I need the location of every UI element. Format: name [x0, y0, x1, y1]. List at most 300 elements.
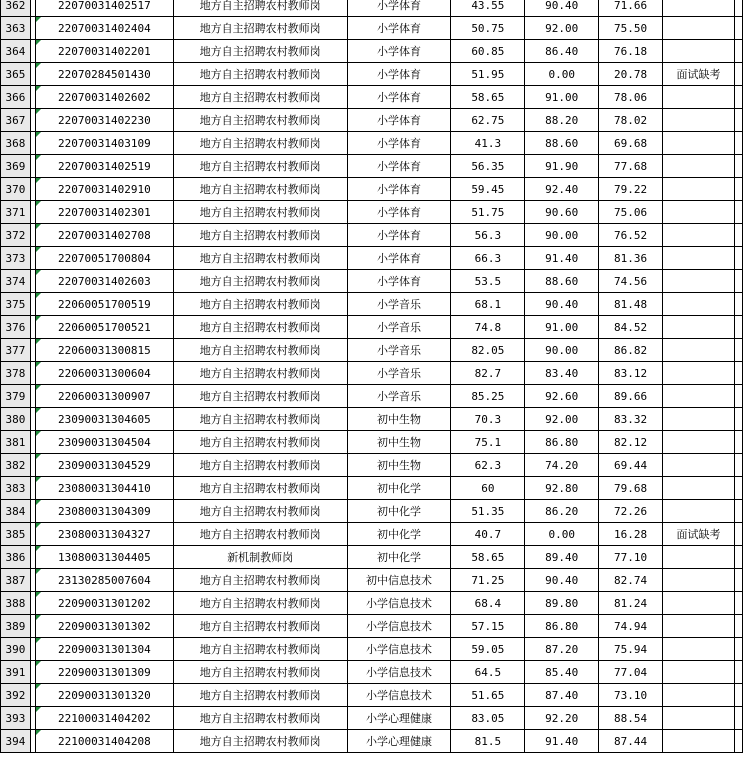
row-number-header[interactable]: 366: [1, 86, 31, 109]
subject-cell[interactable]: 小学信息技术: [347, 615, 451, 638]
written-score-cell[interactable]: 60.85: [451, 40, 525, 63]
candidate-id-cell[interactable]: 22070051700804: [35, 247, 173, 270]
candidate-id-cell[interactable]: 22060051700519: [35, 293, 173, 316]
blank-cell[interactable]: [734, 408, 742, 431]
interview-score-cell[interactable]: 86.20: [525, 500, 599, 523]
remark-cell[interactable]: [663, 638, 735, 661]
written-score-cell[interactable]: 68.4: [451, 592, 525, 615]
remark-cell[interactable]: [663, 454, 735, 477]
position-cell[interactable]: 地方自主招聘农村教师岗: [173, 132, 347, 155]
blank-cell[interactable]: [734, 454, 742, 477]
row-number-header[interactable]: 390: [1, 638, 31, 661]
candidate-id-cell[interactable]: 23090031304605: [35, 408, 173, 431]
row-number-header[interactable]: 391: [1, 661, 31, 684]
interview-score-cell[interactable]: 87.20: [525, 638, 599, 661]
total-score-cell[interactable]: 88.54: [599, 707, 663, 730]
total-score-cell[interactable]: 81.36: [599, 247, 663, 270]
interview-score-cell[interactable]: 88.20: [525, 109, 599, 132]
candidate-id-cell[interactable]: 22090031301320: [35, 684, 173, 707]
blank-cell[interactable]: [734, 684, 742, 707]
total-score-cell[interactable]: 71.66: [599, 0, 663, 17]
remark-cell[interactable]: [663, 661, 735, 684]
remark-cell[interactable]: [663, 86, 735, 109]
blank-cell[interactable]: [734, 730, 742, 753]
row-number-header[interactable]: 374: [1, 270, 31, 293]
candidate-id-cell[interactable]: 22070031402230: [35, 109, 173, 132]
total-score-cell[interactable]: 81.48: [599, 293, 663, 316]
remark-cell[interactable]: [663, 132, 735, 155]
position-cell[interactable]: 地方自主招聘农村教师岗: [173, 63, 347, 86]
blank-cell[interactable]: [734, 17, 742, 40]
blank-cell[interactable]: [734, 385, 742, 408]
subject-cell[interactable]: 小学体育: [347, 155, 451, 178]
position-cell[interactable]: 地方自主招聘农村教师岗: [173, 592, 347, 615]
row-number-header[interactable]: 362: [1, 0, 31, 17]
subject-cell[interactable]: 小学信息技术: [347, 661, 451, 684]
candidate-id-cell[interactable]: 22070031402301: [35, 201, 173, 224]
position-cell[interactable]: 地方自主招聘农村教师岗: [173, 638, 347, 661]
candidate-id-cell[interactable]: 22090031301202: [35, 592, 173, 615]
total-score-cell[interactable]: 79.22: [599, 178, 663, 201]
row-number-header[interactable]: 388: [1, 592, 31, 615]
written-score-cell[interactable]: 83.05: [451, 707, 525, 730]
position-cell[interactable]: 地方自主招聘农村教师岗: [173, 0, 347, 17]
row-number-header[interactable]: 386: [1, 546, 31, 569]
subject-cell[interactable]: 小学信息技术: [347, 684, 451, 707]
written-score-cell[interactable]: 70.3: [451, 408, 525, 431]
written-score-cell[interactable]: 60: [451, 477, 525, 500]
candidate-id-cell[interactable]: 22070031402517: [35, 0, 173, 17]
interview-score-cell[interactable]: 88.60: [525, 270, 599, 293]
candidate-id-cell[interactable]: 23090031304504: [35, 431, 173, 454]
total-score-cell[interactable]: 69.68: [599, 132, 663, 155]
blank-cell[interactable]: [734, 0, 742, 17]
position-cell[interactable]: 新机制教师岗: [173, 546, 347, 569]
position-cell[interactable]: 地方自主招聘农村教师岗: [173, 247, 347, 270]
total-score-cell[interactable]: 83.12: [599, 362, 663, 385]
total-score-cell[interactable]: 86.82: [599, 339, 663, 362]
subject-cell[interactable]: 小学体育: [347, 224, 451, 247]
interview-score-cell[interactable]: 92.20: [525, 707, 599, 730]
interview-score-cell[interactable]: 92.60: [525, 385, 599, 408]
written-score-cell[interactable]: 56.35: [451, 155, 525, 178]
blank-cell[interactable]: [734, 270, 742, 293]
remark-cell[interactable]: [663, 362, 735, 385]
written-score-cell[interactable]: 62.3: [451, 454, 525, 477]
candidate-id-cell[interactable]: 22060051700521: [35, 316, 173, 339]
position-cell[interactable]: 地方自主招聘农村教师岗: [173, 431, 347, 454]
interview-score-cell[interactable]: 85.40: [525, 661, 599, 684]
blank-cell[interactable]: [734, 615, 742, 638]
subject-cell[interactable]: 初中化学: [347, 546, 451, 569]
candidate-id-cell[interactable]: 22100031404202: [35, 707, 173, 730]
total-score-cell[interactable]: 20.78: [599, 63, 663, 86]
total-score-cell[interactable]: 69.44: [599, 454, 663, 477]
interview-score-cell[interactable]: 92.40: [525, 178, 599, 201]
row-number-header[interactable]: 369: [1, 155, 31, 178]
remark-cell[interactable]: [663, 707, 735, 730]
subject-cell[interactable]: 小学体育: [347, 40, 451, 63]
blank-cell[interactable]: [734, 132, 742, 155]
interview-score-cell[interactable]: 92.80: [525, 477, 599, 500]
total-score-cell[interactable]: 74.56: [599, 270, 663, 293]
interview-score-cell[interactable]: 89.40: [525, 546, 599, 569]
written-score-cell[interactable]: 58.65: [451, 546, 525, 569]
row-number-header[interactable]: 387: [1, 569, 31, 592]
remark-cell[interactable]: [663, 408, 735, 431]
row-number-header[interactable]: 364: [1, 40, 31, 63]
blank-cell[interactable]: [734, 362, 742, 385]
blank-cell[interactable]: [734, 86, 742, 109]
interview-score-cell[interactable]: 92.00: [525, 408, 599, 431]
written-score-cell[interactable]: 68.1: [451, 293, 525, 316]
interview-score-cell[interactable]: 0.00: [525, 63, 599, 86]
blank-cell[interactable]: [734, 569, 742, 592]
total-score-cell[interactable]: 89.66: [599, 385, 663, 408]
total-score-cell[interactable]: 76.18: [599, 40, 663, 63]
interview-score-cell[interactable]: 86.40: [525, 40, 599, 63]
position-cell[interactable]: 地方自主招聘农村教师岗: [173, 730, 347, 753]
remark-cell[interactable]: [663, 155, 735, 178]
interview-score-cell[interactable]: 92.00: [525, 17, 599, 40]
blank-cell[interactable]: [734, 178, 742, 201]
subject-cell[interactable]: 初中化学: [347, 477, 451, 500]
remark-cell[interactable]: [663, 730, 735, 753]
total-score-cell[interactable]: 77.68: [599, 155, 663, 178]
total-score-cell[interactable]: 82.74: [599, 569, 663, 592]
subject-cell[interactable]: 小学体育: [347, 0, 451, 17]
row-number-header[interactable]: 389: [1, 615, 31, 638]
row-number-header[interactable]: 367: [1, 109, 31, 132]
remark-cell[interactable]: [663, 431, 735, 454]
blank-cell[interactable]: [734, 40, 742, 63]
interview-score-cell[interactable]: 91.00: [525, 86, 599, 109]
interview-score-cell[interactable]: 74.20: [525, 454, 599, 477]
row-number-header[interactable]: 373: [1, 247, 31, 270]
row-number-header[interactable]: 363: [1, 17, 31, 40]
written-score-cell[interactable]: 59.45: [451, 178, 525, 201]
candidate-id-cell[interactable]: 22090031301302: [35, 615, 173, 638]
row-number-header[interactable]: 384: [1, 500, 31, 523]
blank-cell[interactable]: [734, 546, 742, 569]
candidate-id-cell[interactable]: 22070031402602: [35, 86, 173, 109]
total-score-cell[interactable]: 76.52: [599, 224, 663, 247]
position-cell[interactable]: 地方自主招聘农村教师岗: [173, 408, 347, 431]
blank-cell[interactable]: [734, 63, 742, 86]
remark-cell[interactable]: [663, 17, 735, 40]
candidate-id-cell[interactable]: 22070031402910: [35, 178, 173, 201]
total-score-cell[interactable]: 83.32: [599, 408, 663, 431]
written-score-cell[interactable]: 59.05: [451, 638, 525, 661]
subject-cell[interactable]: 初中化学: [347, 523, 451, 546]
candidate-id-cell[interactable]: 22070031402708: [35, 224, 173, 247]
subject-cell[interactable]: 小学心理健康: [347, 707, 451, 730]
row-number-header[interactable]: 382: [1, 454, 31, 477]
blank-cell[interactable]: [734, 592, 742, 615]
row-number-header[interactable]: 392: [1, 684, 31, 707]
written-score-cell[interactable]: 51.75: [451, 201, 525, 224]
row-number-header[interactable]: 378: [1, 362, 31, 385]
blank-cell[interactable]: [734, 523, 742, 546]
interview-score-cell[interactable]: 90.60: [525, 201, 599, 224]
subject-cell[interactable]: 小学音乐: [347, 362, 451, 385]
table-row: [1, 109, 743, 132]
subject-cell[interactable]: 小学体育: [347, 109, 451, 132]
position-cell[interactable]: 地方自主招聘农村教师岗: [173, 500, 347, 523]
position-cell[interactable]: 地方自主招聘农村教师岗: [173, 477, 347, 500]
table-row: [1, 408, 743, 431]
remark-cell[interactable]: [663, 500, 735, 523]
written-score-cell[interactable]: 74.8: [451, 316, 525, 339]
subject-cell[interactable]: 小学体育: [347, 201, 451, 224]
interview-score-cell[interactable]: 90.40: [525, 0, 599, 17]
total-score-cell[interactable]: 74.94: [599, 615, 663, 638]
total-score-cell[interactable]: 77.04: [599, 661, 663, 684]
written-score-cell[interactable]: 64.5: [451, 661, 525, 684]
remark-cell[interactable]: [663, 339, 735, 362]
total-score-cell[interactable]: 87.44: [599, 730, 663, 753]
position-cell[interactable]: 地方自主招聘农村教师岗: [173, 178, 347, 201]
blank-cell[interactable]: [734, 155, 742, 178]
interview-score-cell[interactable]: 90.40: [525, 293, 599, 316]
total-score-cell[interactable]: 75.06: [599, 201, 663, 224]
remark-cell[interactable]: [663, 615, 735, 638]
position-cell[interactable]: 地方自主招聘农村教师岗: [173, 569, 347, 592]
row-number-header[interactable]: 385: [1, 523, 31, 546]
candidate-id-cell[interactable]: 22070031402201: [35, 40, 173, 63]
written-score-cell[interactable]: 82.05: [451, 339, 525, 362]
subject-cell[interactable]: 初中化学: [347, 500, 451, 523]
total-score-cell[interactable]: 81.24: [599, 592, 663, 615]
interview-score-cell[interactable]: 90.00: [525, 339, 599, 362]
remark-cell[interactable]: [663, 385, 735, 408]
written-score-cell[interactable]: 43.55: [451, 0, 525, 17]
remark-cell[interactable]: [663, 224, 735, 247]
written-score-cell[interactable]: 85.25: [451, 385, 525, 408]
blank-cell[interactable]: [734, 707, 742, 730]
position-cell[interactable]: 地方自主招聘农村教师岗: [173, 40, 347, 63]
written-score-cell[interactable]: 41.3: [451, 132, 525, 155]
subject-cell[interactable]: 小学体育: [347, 17, 451, 40]
row-number-header[interactable]: 376: [1, 316, 31, 339]
subject-cell[interactable]: 小学体育: [347, 86, 451, 109]
written-score-cell[interactable]: 58.65: [451, 86, 525, 109]
interview-score-cell[interactable]: 87.40: [525, 684, 599, 707]
total-score-cell[interactable]: 73.10: [599, 684, 663, 707]
written-score-cell[interactable]: 40.7: [451, 523, 525, 546]
written-score-cell[interactable]: 71.25: [451, 569, 525, 592]
subject-cell[interactable]: 小学信息技术: [347, 592, 451, 615]
subject-cell[interactable]: 小学音乐: [347, 385, 451, 408]
blank-cell[interactable]: [734, 201, 742, 224]
candidate-id-cell[interactable]: 23130285007604: [35, 569, 173, 592]
written-score-cell[interactable]: 82.7: [451, 362, 525, 385]
written-score-cell[interactable]: 62.75: [451, 109, 525, 132]
position-cell[interactable]: 地方自主招聘农村教师岗: [173, 661, 347, 684]
interview-score-cell[interactable]: 89.80: [525, 592, 599, 615]
candidate-id-cell[interactable]: 22060031300907: [35, 385, 173, 408]
remark-cell[interactable]: [663, 40, 735, 63]
row-number-header[interactable]: 371: [1, 201, 31, 224]
position-cell[interactable]: 地方自主招聘农村教师岗: [173, 224, 347, 247]
row-number-header[interactable]: 377: [1, 339, 31, 362]
remark-cell[interactable]: [663, 178, 735, 201]
candidate-id-cell[interactable]: 22070031402404: [35, 17, 173, 40]
subject-cell[interactable]: 小学音乐: [347, 339, 451, 362]
written-score-cell[interactable]: 57.15: [451, 615, 525, 638]
remark-cell[interactable]: [663, 270, 735, 293]
candidate-id-cell[interactable]: 23080031304410: [35, 477, 173, 500]
remark-cell[interactable]: [663, 247, 735, 270]
position-cell[interactable]: 地方自主招聘农村教师岗: [173, 201, 347, 224]
blank-cell[interactable]: [734, 339, 742, 362]
written-score-cell[interactable]: 51.65: [451, 684, 525, 707]
position-cell[interactable]: 地方自主招聘农村教师岗: [173, 316, 347, 339]
written-score-cell[interactable]: 50.75: [451, 17, 525, 40]
interview-score-cell[interactable]: 83.40: [525, 362, 599, 385]
interview-score-cell[interactable]: 90.00: [525, 224, 599, 247]
remark-cell[interactable]: 面试缺考: [663, 63, 735, 86]
remark-cell[interactable]: [663, 569, 735, 592]
row-number-header[interactable]: 380: [1, 408, 31, 431]
subject-cell[interactable]: 小学信息技术: [347, 638, 451, 661]
blank-cell[interactable]: [734, 293, 742, 316]
subject-cell[interactable]: 小学体育: [347, 178, 451, 201]
interview-score-cell[interactable]: 91.40: [525, 247, 599, 270]
blank-cell[interactable]: [734, 109, 742, 132]
candidate-id-cell[interactable]: 22060031300604: [35, 362, 173, 385]
blank-cell[interactable]: [734, 638, 742, 661]
candidate-id-cell[interactable]: 22090031301309: [35, 661, 173, 684]
written-score-cell[interactable]: 51.35: [451, 500, 525, 523]
interview-score-cell[interactable]: 90.40: [525, 569, 599, 592]
row-number-header[interactable]: 393: [1, 707, 31, 730]
total-score-cell[interactable]: 77.10: [599, 546, 663, 569]
candidate-id-cell[interactable]: 13080031304405: [35, 546, 173, 569]
interview-score-cell[interactable]: 86.80: [525, 615, 599, 638]
total-score-cell[interactable]: 79.68: [599, 477, 663, 500]
blank-cell[interactable]: [734, 431, 742, 454]
position-cell[interactable]: 地方自主招聘农村教师岗: [173, 86, 347, 109]
written-score-cell[interactable]: 81.5: [451, 730, 525, 753]
blank-cell[interactable]: [734, 661, 742, 684]
total-score-cell[interactable]: 72.26: [599, 500, 663, 523]
row-number-header[interactable]: 372: [1, 224, 31, 247]
candidate-id-cell[interactable]: 23080031304327: [35, 523, 173, 546]
remark-cell[interactable]: [663, 477, 735, 500]
written-score-cell[interactable]: 53.5: [451, 270, 525, 293]
subject-cell[interactable]: 小学音乐: [347, 316, 451, 339]
position-cell[interactable]: 地方自主招聘农村教师岗: [173, 339, 347, 362]
position-cell[interactable]: 地方自主招聘农村教师岗: [173, 385, 347, 408]
position-cell[interactable]: 地方自主招聘农村教师岗: [173, 109, 347, 132]
blank-cell[interactable]: [734, 247, 742, 270]
position-cell[interactable]: 地方自主招聘农村教师岗: [173, 270, 347, 293]
subject-cell[interactable]: 小学音乐: [347, 293, 451, 316]
candidate-id-cell[interactable]: 22070031402519: [35, 155, 173, 178]
subject-cell[interactable]: 初中生物: [347, 454, 451, 477]
subject-cell[interactable]: 初中生物: [347, 408, 451, 431]
blank-cell[interactable]: [734, 477, 742, 500]
blank-cell[interactable]: [734, 224, 742, 247]
total-score-cell[interactable]: 78.06: [599, 86, 663, 109]
total-score-cell[interactable]: 78.02: [599, 109, 663, 132]
written-score-cell[interactable]: 66.3: [451, 247, 525, 270]
subject-cell[interactable]: 小学体育: [347, 247, 451, 270]
row-number-header[interactable]: 381: [1, 431, 31, 454]
interview-score-cell[interactable]: 91.00: [525, 316, 599, 339]
subject-cell[interactable]: 小学体育: [347, 270, 451, 293]
remark-cell[interactable]: [663, 293, 735, 316]
candidate-id-cell[interactable]: 22070284501430: [35, 63, 173, 86]
row-number-header[interactable]: 383: [1, 477, 31, 500]
candidate-id-cell[interactable]: 22070031402603: [35, 270, 173, 293]
position-cell[interactable]: 地方自主招聘农村教师岗: [173, 362, 347, 385]
subject-cell[interactable]: 初中生物: [347, 431, 451, 454]
position-cell[interactable]: 地方自主招聘农村教师岗: [173, 615, 347, 638]
candidate-id-cell[interactable]: 22090031301304: [35, 638, 173, 661]
remark-cell[interactable]: [663, 316, 735, 339]
interview-score-cell[interactable]: 86.80: [525, 431, 599, 454]
row-number-header[interactable]: 394: [1, 730, 31, 753]
subject-cell[interactable]: 初中信息技术: [347, 569, 451, 592]
subject-cell[interactable]: 小学心理健康: [347, 730, 451, 753]
remark-cell[interactable]: [663, 592, 735, 615]
position-cell[interactable]: 地方自主招聘农村教师岗: [173, 454, 347, 477]
total-score-cell[interactable]: 16.28: [599, 523, 663, 546]
table-row: [1, 201, 743, 224]
total-score-cell[interactable]: 75.94: [599, 638, 663, 661]
remark-cell[interactable]: [663, 109, 735, 132]
total-score-cell[interactable]: 82.12: [599, 431, 663, 454]
subject-cell[interactable]: 小学体育: [347, 63, 451, 86]
interview-score-cell[interactable]: 88.60: [525, 132, 599, 155]
written-score-cell[interactable]: 51.95: [451, 63, 525, 86]
remark-cell[interactable]: [663, 201, 735, 224]
interview-score-cell[interactable]: 91.40: [525, 730, 599, 753]
blank-cell[interactable]: [734, 500, 742, 523]
position-cell[interactable]: 地方自主招聘农村教师岗: [173, 17, 347, 40]
interview-score-cell[interactable]: 91.90: [525, 155, 599, 178]
remark-cell[interactable]: 面试缺考: [663, 523, 735, 546]
row-number-header[interactable]: 365: [1, 63, 31, 86]
candidate-id-cell[interactable]: 22060031300815: [35, 339, 173, 362]
remark-cell[interactable]: [663, 684, 735, 707]
written-score-cell[interactable]: 75.1: [451, 431, 525, 454]
interview-score-cell[interactable]: 0.00: [525, 523, 599, 546]
position-cell[interactable]: 地方自主招聘农村教师岗: [173, 707, 347, 730]
written-score-cell[interactable]: 56.3: [451, 224, 525, 247]
candidate-id-cell[interactable]: 22100031404208: [35, 730, 173, 753]
candidate-id-cell[interactable]: 23080031304309: [35, 500, 173, 523]
position-cell[interactable]: 地方自主招聘农村教师岗: [173, 293, 347, 316]
candidate-id-cell[interactable]: 22070031403109: [35, 132, 173, 155]
row-number-header[interactable]: 370: [1, 178, 31, 201]
remark-cell[interactable]: [663, 546, 735, 569]
total-score-cell[interactable]: 84.52: [599, 316, 663, 339]
candidate-id-cell[interactable]: 23090031304529: [35, 454, 173, 477]
blank-cell[interactable]: [734, 316, 742, 339]
subject-cell[interactable]: 小学体育: [347, 132, 451, 155]
position-cell[interactable]: 地方自主招聘农村教师岗: [173, 155, 347, 178]
position-cell[interactable]: 地方自主招聘农村教师岗: [173, 684, 347, 707]
remark-cell[interactable]: [663, 0, 735, 17]
row-number-header[interactable]: 368: [1, 132, 31, 155]
row-number-header[interactable]: 379: [1, 385, 31, 408]
row-number-header[interactable]: 375: [1, 293, 31, 316]
position-cell[interactable]: 地方自主招聘农村教师岗: [173, 523, 347, 546]
total-score-cell[interactable]: 75.50: [599, 17, 663, 40]
